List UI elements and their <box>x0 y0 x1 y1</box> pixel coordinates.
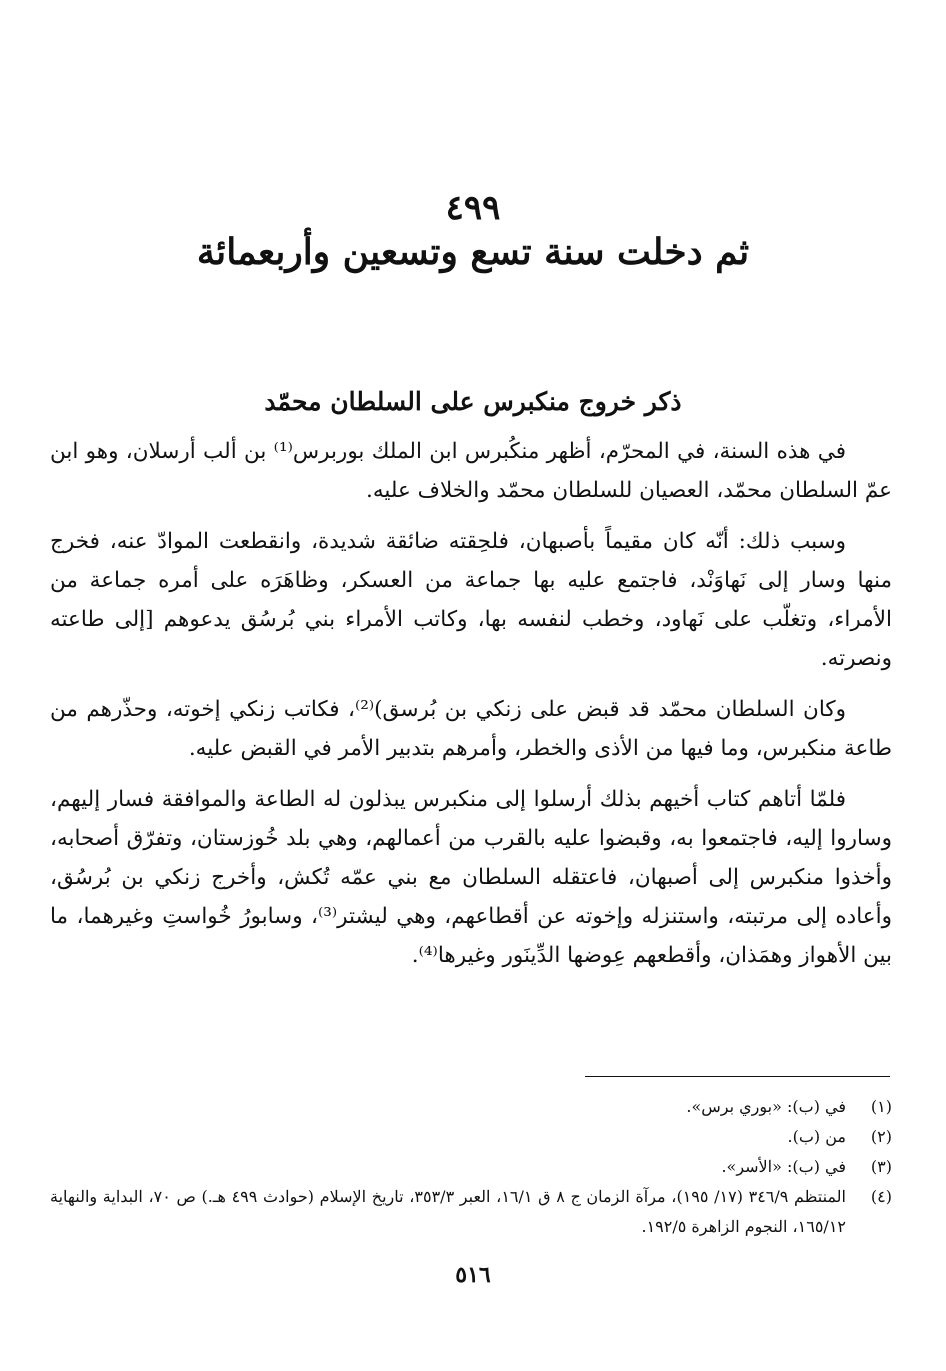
paragraph: وكان السلطان محمّد قد قبض على زنكي بن بُرسق)⁽²⁾، فكاتب زنكي إخوته، وحذّرهم من طاعة منكبرس، وما فيها من الأذى والخطر، وأمرهم بتدبير الأمر في القبض عليه. <box>50 697 892 761</box>
page-number: ٥١٦ <box>455 1262 491 1288</box>
footnote-text: المنتظم ٣٤٦/٩ (١٧/ ١٩٥)، مرآة الزمان ج ٨ ق ١٦/١، العبر ٣٥٣/٣، تاريخ الإسلام (حوادث ٤٩٩ هـ.) ص ٧٠، البداية والنهاية ١٦٥/١٢، النجوم الزاهرة ١٩٢/٥. <box>50 1187 847 1236</box>
paragraph: فلمّا أتاهم كتاب أخيهم بذلك أرسلوا إلى منكبرس يبذلون له الطاعة والموافقة فسار إليهم، وساروا إليه، فاجتمعوا به، وقبضوا عليه بالقرب من أعمالهم، وهي بلد خُوزستان، وتفرّق أصحابه، وأخذوا منكبرس إلى أصبهان، فاعتقله السلطان مع بني عمّه تُكش، وأخرج زنكي بن بُرسُق، وأعاده إلى مرتبته، واستنزله وإخوته عن أقطاعهم، وهي ليشتر⁽³⁾، وسابورُ خُواستِ وغيرهما، ما بين الأهواز وهمَذان، وأقطعهم عِوضها الدِّينَور وغيرها⁽⁴⁾. <box>50 787 892 968</box>
footnote-text: في (ب): «الأسر». <box>721 1157 846 1176</box>
footnote-number: (٢) <box>870 1127 892 1146</box>
footnote-divider <box>585 1076 890 1077</box>
footnotes <box>50 1092 892 1242</box>
paragraph: في هذه السنة، في المحرّم، أظهر منكُبرس ابن الملك بوربرس⁽¹⁾ بن ألب أرسلان، وهو ابن عمّ السلطان محمّد، العصيان للسلطان محمّد والخلاف عليه. <box>50 439 892 503</box>
year-title: ثم دخلت سنة تسع وتسعين وأربعمائة <box>196 231 750 273</box>
footnote <box>50 1152 892 1182</box>
footnote-text: من (ب). <box>787 1127 846 1146</box>
year-number: ٤٩٩ <box>445 188 501 228</box>
footnote-text: في (ب): «بوري برس». <box>686 1097 846 1116</box>
section-heading: ذكر خروج منكبرس على السلطان محمّد <box>264 387 682 416</box>
footnote <box>50 1092 892 1122</box>
footnote <box>50 1182 892 1242</box>
footnote <box>50 1122 892 1152</box>
footnote-number: (٣) <box>870 1157 892 1176</box>
footnote-number: (١) <box>870 1097 892 1116</box>
paragraph: وسبب ذلك: أنّه كان مقيماً بأصبهان، فلحِقته ضائقة شديدة، وانقطعت الموادّ عنه، فخرج منها وسار إلى نَهاوَنْد، فاجتمع عليه بها جماعة من العسكر، وظاهَرَه على أمره جماعة من الأمراء، وتغلّب على نَهاود، وخطب لنفسه بها، وكاتب الأمراء بني بُرسُق يدعوهم [إلى طاعته ونصرته. <box>50 529 892 671</box>
footnote-number: (٤) <box>870 1187 892 1206</box>
body-text <box>50 432 892 975</box>
